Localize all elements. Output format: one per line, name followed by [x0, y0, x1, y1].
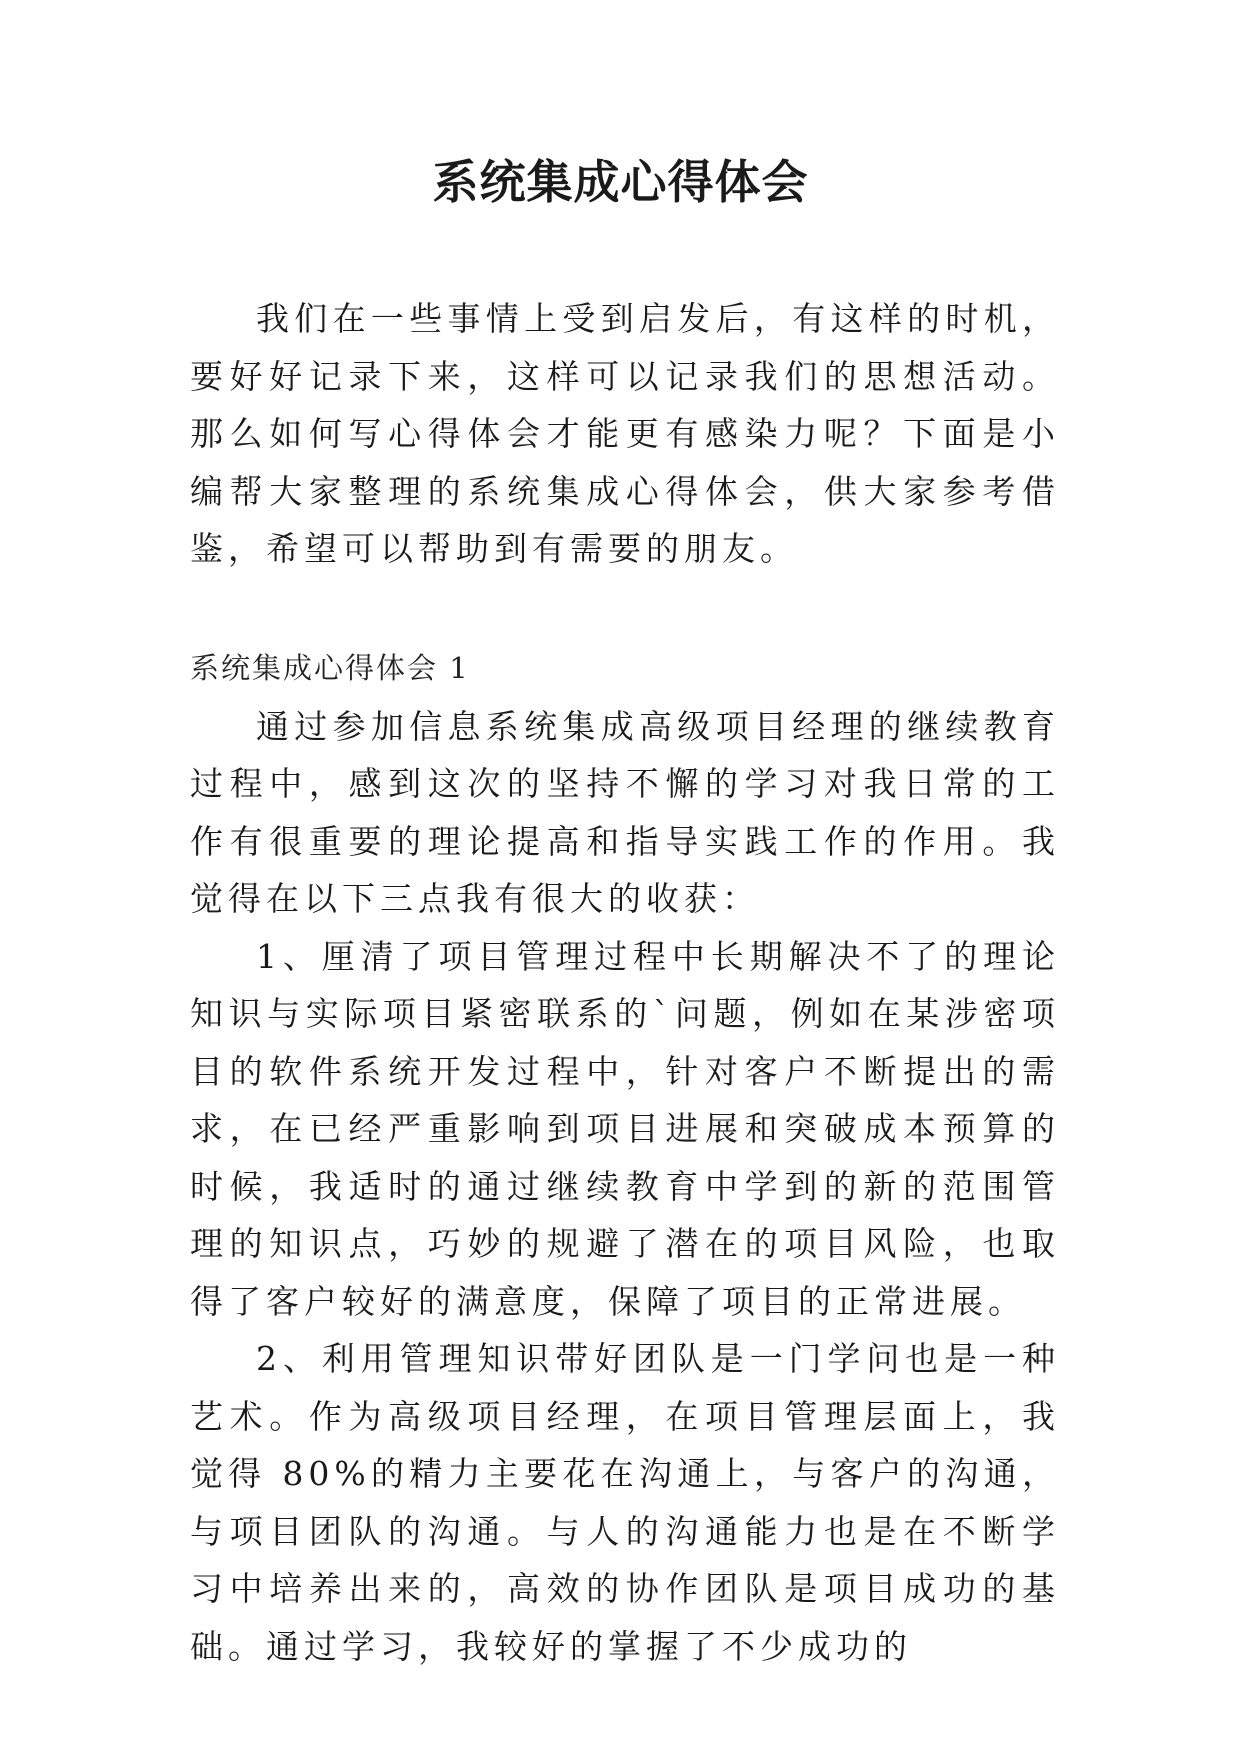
section-paragraph-1: 通过参加信息系统集成高级项目经理的继续教育过程中，感到这次的坚持不懈的学习对我日常的工作有很重要的理论提高和指导实践工作的作用。我觉得在以下三点我有很大的收获：: [190, 706, 1060, 918]
document-title: 系统集成心得体会: [432, 155, 809, 209]
section-heading: 系统集成心得体会 1: [190, 650, 470, 685]
document-body: [190, 290, 1060, 1675]
intro-paragraph: 我们在一些事情上受到启发后，有这样的时机，要好好记录下来，这样可以记录我们的思想活动。那么如何写心得体会才能更有感染力呢？下面是小编帮大家整理的系统集成心得体会，供大家参考借鉴，希望可以帮助到有需要的朋友。: [190, 299, 1060, 568]
section-paragraph-3: 2、利用管理知识带好团队是一门学问也是一种艺术。作为高级项目经理，在项目管理层面上，我觉得 80%的精力主要花在沟通上，与客户的沟通，与项目团队的沟通。与人的沟通能力也是在不断学习中培养出来的，高效的协作团队是项目成功的基础。通过学习，我较好的掌握了不少成功的: [190, 1339, 1060, 1666]
section-paragraph-2: 1、厘清了项目管理过程中长期解决不了的理论知识与实际项目紧密联系的`问题，例如在某涉密项目的软件系统开发过程中，针对客户不断提出的需求，在已经严重影响到项目进展和突破成本预算的时候，我适时的通过继续教育中学到的新的范围管理的知识点，巧妙的规避了潜在的项目风险，也取得了客户较好的满意度，保障了项目的正常进展。: [190, 936, 1060, 1321]
